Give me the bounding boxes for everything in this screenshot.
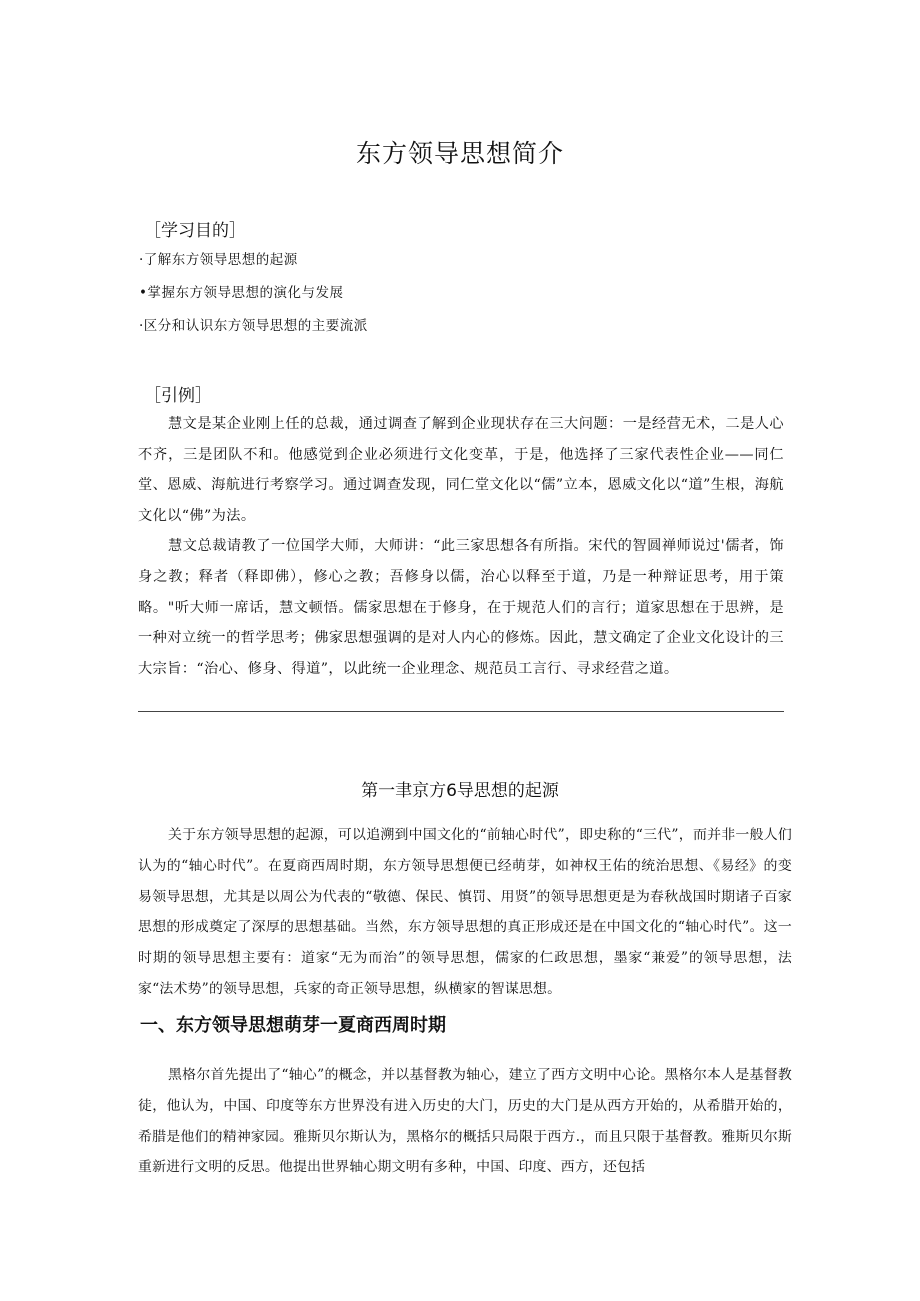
case-paragraph: 慧文总裁请教了一位国学大师，大师讲：“此三家思想各有所指。宋代的智圆禅师说过'儒者，饰身之教；释者（释即佛），修心之教；吾修身以儒，治心以释至于道，乃是一种辩证思考，用于策略。"听大师一席话，慧文顿悟。儒家思想在于修身，在于规范人们的言行；道家思想在于思辨，是一种对立统一的哲学思考；佛家思想强调的是对人内心的修炼。因此，慧文确定了企业文化设计的三大宗旨：“治心、修身、得道”，以此统一企业理念、规范员工言行、寻求经营之道。 (138, 538, 784, 677)
objective-item: ·了解东方领导思想的起源 (139, 252, 298, 268)
objective-item: ·区分和认识东方领导思想的主要流派 (139, 318, 368, 334)
document-title: 东方领导思想简介 (355, 139, 564, 168)
chapter-intro-paragraph: 关于东方领导思想的起源，可以追溯到中国文化的“前轴心时代”，即史称的“三代”，而并非一般人们认为的“轴心时代”。在夏商西周时期，东方领导思想便已经萌芽，如神权王佑的统治思想、《易经》的变易领导思想，尤其是以周公为代表的“敬德、保民、慎罚、用贤”的领导思想更是为春秋战国时期诸子百家思想的形成奠定了深厚的思想基础。当然，东方领导思想的真正形成还是在中国文化的“轴心时代”。这一时期的领导思想主要有：道家“无为而治”的领导思想，儒家的仁政思想，墨家“兼爱”的领导思想，法家“法术势”的领导思想，兵家的奇正领导思想，纵横家的智谋思想。 (138, 827, 792, 997)
chapter-intro (138, 820, 792, 1005)
case-study-box (138, 409, 784, 712)
section-body (138, 1060, 792, 1183)
section-paragraph: 黑格尔首先提出了“轴心”的概念，并以基督教为轴心，建立了西方文明中心论。黑格尔本人是基督教徒，他认为，中国、印度等东方世界没有进入历史的大门，历史的大门是从西方开始的，从希腊开始的，希腊是他们的精神家园。雅斯贝尔斯认为，黑格尔的概括只局限于西方.，而且只限于基督教。雅斯贝尔斯重新进行文明的反思。他提出世界轴心期文明有多种，中国、印度、西方，还包括 (138, 1067, 792, 1176)
chapter-title: 第一聿京方6导思想的起源 (361, 781, 559, 801)
section-heading: 一、东方领导思想萌芽一夏商西周时期 (140, 1015, 446, 1036)
objectives-label: ［学习目的］ (144, 221, 246, 241)
objective-item: •掌握东方领导思想的演化与发展 (139, 285, 344, 301)
case-label: ［引例］ (144, 386, 212, 406)
case-paragraph: 慧文是某企业刚上任的总裁，通过调查了解到企业现状存在三大问题：一是经营无术，二是人心不齐，三是团队不和。他感觉到企业必须进行文化变革，于是，他选择了三家代表性企业——同仁堂、恩威、海航进行考察学习。通过调查发现，同仁堂文化以“儒”立本，恩威文化以“道”生根，海航文化以“佛”为法。 (138, 416, 784, 524)
